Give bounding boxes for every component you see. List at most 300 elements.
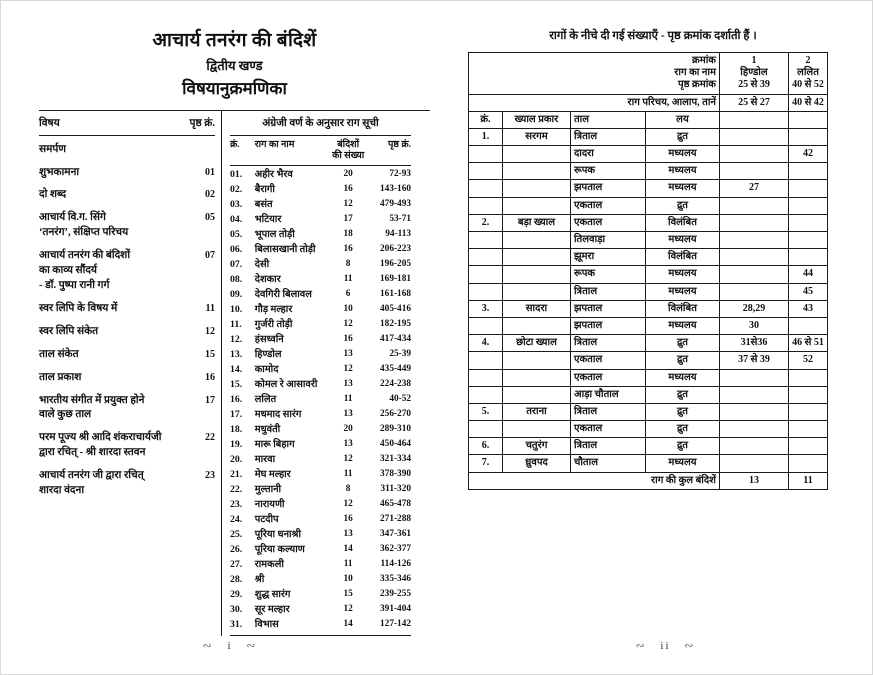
- raga-count: 12: [343, 453, 353, 464]
- raga-pages: 182-195: [380, 318, 412, 329]
- bandish-type: छोटा ख्याल: [502, 335, 570, 352]
- raga-name: मुल्तानी: [254, 483, 282, 495]
- toc-item[interactable]: [39, 166, 215, 181]
- bandish-sn: [468, 352, 502, 369]
- intro-row: [468, 94, 827, 111]
- raga-list-item[interactable]: [230, 575, 411, 585]
- raga-no: 02.: [230, 184, 243, 196]
- bandish-raga1-pages: [719, 421, 788, 438]
- raga-count: 14: [343, 618, 353, 629]
- raga-name: देवगिरी बिलावल: [254, 288, 312, 300]
- raga-no: 20.: [230, 453, 243, 465]
- raga-pages: 94-113: [385, 229, 412, 240]
- bandish-lay: द्रुत: [645, 421, 719, 438]
- raga-count: 16: [343, 184, 353, 195]
- table-row[interactable]: [468, 317, 827, 334]
- table-header-row: [468, 52, 827, 94]
- bandish-taal: झपताल: [570, 300, 645, 317]
- toc-item-page: 22: [205, 432, 215, 444]
- bandish-sn: [468, 249, 502, 266]
- raga-no: 03.: [230, 199, 243, 211]
- table-row[interactable]: [468, 146, 827, 163]
- raga-list-item[interactable]: [230, 515, 411, 525]
- toc-item-label: परम पूज्य श्री आदि शंकराचार्यजी द्वारा रचित् - श्री शारदा स्तवन: [39, 432, 162, 459]
- raga-list-item[interactable]: [230, 410, 411, 420]
- bandish-type: बड़ा ख्याल: [502, 214, 570, 231]
- raga-count: 11: [343, 393, 353, 404]
- table-row[interactable]: [468, 249, 827, 266]
- intro-row-value-1: 25 से 27: [719, 94, 788, 111]
- raga-list-item[interactable]: [230, 365, 411, 375]
- raga-no: 08.: [230, 273, 243, 285]
- bandish-sn: 7.: [468, 455, 502, 472]
- bandish-type: [502, 232, 570, 249]
- raga-name: भूपाल तोड़ी: [254, 229, 295, 241]
- bandish-raga1-pages: 37 से 39: [719, 352, 788, 369]
- raga-name: देशकार: [254, 273, 281, 285]
- raga-list-item[interactable]: [230, 335, 411, 345]
- bandish-raga2-pages: [788, 214, 827, 231]
- bandish-raga1-pages: [719, 283, 788, 300]
- bandish-raga1-pages: 27: [719, 180, 788, 197]
- table-row[interactable]: [468, 214, 827, 231]
- table-row[interactable]: [468, 128, 827, 145]
- raga-pages: 435-449: [380, 363, 412, 374]
- table-row[interactable]: [468, 386, 827, 403]
- raga-pages: 321-334: [380, 453, 412, 464]
- bandish-taal: आड़ा चौताल: [570, 386, 645, 403]
- bandish-taal: त्रिताल: [570, 128, 645, 145]
- table-row[interactable]: [468, 266, 827, 283]
- bandish-raga2-pages: [788, 386, 827, 403]
- toc-item[interactable]: [39, 143, 215, 158]
- raga-pages: 206-223: [380, 244, 412, 254]
- bandish-raga2-pages: 45: [788, 283, 827, 300]
- bandish-type: [502, 146, 570, 163]
- raga-list-item[interactable]: [230, 185, 411, 195]
- raga-no: 30.: [230, 603, 243, 615]
- raga-name: भटियार: [254, 214, 282, 226]
- toc-item[interactable]: [39, 469, 215, 499]
- raga-list-item[interactable]: [230, 530, 411, 540]
- left-page: [1, 1, 458, 674]
- table-row[interactable]: [468, 232, 827, 249]
- bandish-raga1-pages: [719, 249, 788, 266]
- raga-name: पूरिया कल्याण: [254, 543, 305, 555]
- bandish-sn: [468, 369, 502, 386]
- bandish-taal: रूपक: [570, 163, 645, 180]
- bandish-sn: [468, 421, 502, 438]
- raga-count: 16: [343, 333, 353, 344]
- bandish-lay: मध्यलय: [645, 317, 719, 334]
- toc-item[interactable]: [39, 302, 215, 317]
- toc-item[interactable]: [39, 394, 215, 424]
- bandish-type: [502, 317, 570, 334]
- bandish-taal: एकताल: [570, 214, 645, 231]
- raga-no: 19.: [230, 438, 243, 450]
- raga-name: विभास: [254, 618, 279, 630]
- header-stack-label: क्रमांक राग का नाम पृष्ठ क्रमांक: [468, 52, 719, 94]
- raga-count: 16: [343, 513, 353, 524]
- bandish-sn: [468, 283, 502, 300]
- raga-no: 29.: [230, 588, 243, 600]
- bandish-raga2-pages: 46 से 51: [788, 335, 827, 352]
- raga-pages: 311-320: [380, 483, 412, 494]
- bandish-raga1-pages: [719, 214, 788, 231]
- bandish-type: [502, 163, 570, 180]
- raga-count: 6: [345, 288, 351, 299]
- raga-no: 15.: [230, 378, 243, 390]
- raga-pages: 127-142: [380, 618, 412, 629]
- raga-pages: 335-346: [380, 573, 412, 584]
- raga-count: 12: [343, 498, 353, 509]
- table-row[interactable]: [468, 403, 827, 420]
- raga-list-item[interactable]: [230, 380, 411, 390]
- bandish-taal: एकताल: [570, 369, 645, 386]
- raga-list-item[interactable]: [230, 275, 411, 285]
- bandish-raga2-pages: 52: [788, 352, 827, 369]
- table-row[interactable]: [468, 369, 827, 386]
- raga-list-item[interactable]: [230, 605, 411, 615]
- page-title: आचार्य तनरंग की बंदिशें: [152, 30, 317, 51]
- raga-no: 13.: [230, 348, 243, 360]
- raga-name: बैरागी: [254, 184, 275, 196]
- left-page-folio: [1, 639, 459, 652]
- toc-item-list: [39, 136, 215, 499]
- bandish-sn: [468, 386, 502, 403]
- bandish-type: [502, 369, 570, 386]
- col-header-type: ख्याल प्रकार: [502, 111, 570, 128]
- raga-count: 11: [343, 468, 353, 479]
- raga-pages: 479-493: [380, 199, 412, 210]
- bandish-taal: चौताल: [570, 455, 645, 472]
- bandish-raga2-pages: [788, 455, 827, 472]
- bandish-raga1-pages: [719, 386, 788, 403]
- bandish-raga2-pages: [788, 232, 827, 249]
- raga-bandish-table: [468, 52, 828, 490]
- raga-no: 23.: [230, 498, 243, 510]
- bandish-raga1-pages: [719, 232, 788, 249]
- toc-item-page: 01: [205, 166, 215, 178]
- raga-list-item[interactable]: [230, 260, 411, 270]
- right-page-folio: [458, 639, 873, 652]
- raga-count: 16: [343, 244, 353, 254]
- right-page-caption: रागों के नीचे दी गई संख्याएँ - पृष्ठ क्रमांक दर्शाती हैं ।: [549, 30, 757, 42]
- raga-count: 10: [343, 303, 353, 314]
- raga-list-item[interactable]: [230, 230, 411, 240]
- toc-item[interactable]: [39, 325, 215, 340]
- table-row[interactable]: [468, 335, 827, 352]
- ornament-left-icon: ∾: [202, 640, 214, 652]
- totals-value-2: 11: [788, 472, 827, 489]
- raga-no: 11.: [230, 318, 242, 330]
- toc-item[interactable]: [39, 431, 215, 461]
- bandish-sn: [468, 232, 502, 249]
- raga-name: कोमल रे आसावरी: [254, 378, 318, 390]
- raga-name: देसी: [254, 258, 270, 270]
- bandish-raga1-pages: [719, 438, 788, 455]
- bandish-lay: मध्यलय: [645, 163, 719, 180]
- toc-item-page: 11: [205, 302, 215, 314]
- raga-name: मेघ मल्हार: [254, 468, 291, 480]
- raga-count: 12: [343, 363, 353, 374]
- col-header-taal: ताल: [570, 111, 645, 128]
- raga-list-item[interactable]: [230, 590, 411, 600]
- table-row[interactable]: [468, 421, 827, 438]
- bandish-sn: 4.: [468, 335, 502, 352]
- toc-item-page: 23: [205, 470, 215, 482]
- raga-no: 17.: [230, 408, 243, 420]
- bandish-type: ध्रुवपद: [502, 455, 570, 472]
- raga-pages: 40-52: [389, 393, 412, 404]
- bandish-raga1-pages: 30: [719, 317, 788, 334]
- raga-count: 13: [343, 438, 353, 449]
- bandish-raga2-pages: [788, 128, 827, 145]
- raga-list-item[interactable]: [230, 440, 411, 450]
- bandish-lay: द्रुत: [645, 438, 719, 455]
- bandish-sn: 1.: [468, 128, 502, 145]
- raga-list-item[interactable]: [230, 170, 411, 180]
- raga-list-item[interactable]: [230, 470, 411, 480]
- bandish-lay: मध्यलय: [645, 455, 719, 472]
- toc-item-label: शुभकामना: [39, 166, 80, 178]
- bandish-raga1-pages: 28,29: [719, 300, 788, 317]
- bandish-lay: मध्यलय: [645, 369, 719, 386]
- left-page-title-block: [39, 29, 430, 100]
- raga-name: मारू बिहाग: [254, 438, 295, 450]
- raga-pages: 143-160: [380, 184, 412, 195]
- raga-no: 07.: [230, 258, 243, 270]
- raga-no: 14.: [230, 363, 243, 375]
- bandish-lay: मध्यलय: [645, 232, 719, 249]
- raga-count: 12: [343, 318, 353, 329]
- raga-row-list: [230, 166, 411, 629]
- raga-pages: 114-126: [380, 558, 412, 569]
- raga-count: 13: [343, 408, 353, 419]
- bandish-sn: [468, 180, 502, 197]
- bandish-type: [502, 421, 570, 438]
- bandish-type: चतुरंग: [502, 438, 570, 455]
- bandish-raga1-pages: [719, 128, 788, 145]
- bandish-raga2-pages: 44: [788, 266, 827, 283]
- bandish-lay: मध्यलय: [645, 146, 719, 163]
- raga-no: 25.: [230, 528, 243, 540]
- two-page-spread: [1, 1, 872, 674]
- toc-item-label: स्वर लिपि के विषय में: [39, 302, 118, 314]
- bandish-raga2-pages: [788, 369, 827, 386]
- raga-count: 15: [343, 588, 353, 599]
- volume-subtitle: द्वितीय खण्ड: [206, 57, 263, 73]
- bandish-raga2-pages: [788, 438, 827, 455]
- toc-item[interactable]: [39, 348, 215, 363]
- bandish-raga1-pages: [719, 455, 788, 472]
- bandish-raga1-pages: [719, 146, 788, 163]
- intro-row-value-2: 40 से 42: [788, 94, 827, 111]
- bandish-type: सादरा: [502, 300, 570, 317]
- raga-name: सूर मल्हार: [254, 603, 290, 615]
- raga-pages: 72-93: [389, 169, 412, 180]
- bandish-lay: मध्यलय: [645, 283, 719, 300]
- col-header-sn: क्रं.: [468, 111, 502, 128]
- table-row[interactable]: [468, 197, 827, 214]
- bandish-raga1-pages: [719, 266, 788, 283]
- table-row[interactable]: [468, 455, 827, 472]
- raga-list-item[interactable]: [230, 545, 411, 555]
- raga-count: 8: [345, 258, 351, 269]
- toc-item-page: 05: [205, 212, 215, 224]
- raga-pages: 391-404: [380, 603, 412, 614]
- bandish-lay: द्रुत: [645, 403, 719, 420]
- raga-no: 05.: [230, 229, 243, 241]
- raga-list-item[interactable]: [230, 560, 411, 570]
- bandish-raga2-pages: 43: [788, 300, 827, 317]
- folio-number: i: [227, 640, 233, 652]
- table-row[interactable]: [468, 352, 827, 369]
- bandish-type: [502, 266, 570, 283]
- raga-pages: 271-288: [380, 513, 412, 524]
- toc-item-page: 15: [205, 348, 215, 360]
- bandish-lay: द्रुत: [645, 128, 719, 145]
- raga-list-item[interactable]: [230, 245, 411, 255]
- raga-list-item[interactable]: [230, 620, 411, 630]
- ornament-right-icon: ∾: [684, 640, 696, 652]
- raga-name: कामोद: [254, 363, 279, 375]
- raga-count: 18: [343, 229, 353, 240]
- raga-list-item[interactable]: [230, 305, 411, 315]
- toc-header-subject: विषय: [39, 117, 60, 129]
- raga-list-item[interactable]: [230, 500, 411, 510]
- raga-list-item[interactable]: [230, 200, 411, 210]
- raga-list-item[interactable]: [230, 320, 411, 330]
- raga-name: ललित: [254, 393, 277, 405]
- raga-list-bottom-rule: [230, 635, 411, 636]
- toc-item-label: आचार्य तनरंग की बंदिशों का काव्य सौंदर्य - डॉ. पुष्पा रानी गर्ग: [39, 250, 131, 292]
- raga-list-item[interactable]: [230, 425, 411, 435]
- raga-pages: 25-39: [389, 348, 412, 359]
- raga-name: श्री: [254, 573, 265, 585]
- toc-item[interactable]: [39, 211, 215, 241]
- bandish-taal: रूपक: [570, 266, 645, 283]
- raga-name: हंसध्वनि: [254, 333, 284, 345]
- raga-no: 09.: [230, 288, 243, 300]
- toc-item-label: आचार्य तनरंग जी द्वारा रचित् शारदा वंदना: [39, 470, 144, 497]
- raga-name: पूरिया धनाश्री: [254, 528, 302, 540]
- raga-name: गौड़ मल्हार: [254, 303, 293, 315]
- raga-list-item[interactable]: [230, 350, 411, 360]
- toc-item[interactable]: [39, 371, 215, 386]
- toc-item-label: ताल संकेत: [39, 348, 79, 360]
- raga-pages: 224-238: [380, 378, 412, 389]
- toc-item-label: समर्पण: [39, 143, 66, 155]
- table-row[interactable]: [468, 283, 827, 300]
- raga-count: 13: [343, 348, 353, 359]
- raga-list-item[interactable]: [230, 485, 411, 495]
- raga-no: 04.: [230, 214, 243, 226]
- toc-column: [39, 111, 221, 636]
- bandish-taal: एकताल: [570, 352, 645, 369]
- raga-pages: 169-181: [380, 273, 412, 284]
- raga-header-no: क्रं.: [230, 139, 240, 150]
- bandish-sn: 6.: [468, 438, 502, 455]
- raga-name: मधमाद सारंग: [254, 408, 302, 420]
- raga-header-2: 2 ललित 40 से 52: [788, 52, 827, 94]
- bandish-raga1-pages: [719, 163, 788, 180]
- table-row[interactable]: [468, 180, 827, 197]
- raga-no: 28.: [230, 573, 243, 585]
- bandish-raga1-pages: 31से36: [719, 335, 788, 352]
- toc-item[interactable]: [39, 188, 215, 203]
- bandish-sn: 3.: [468, 300, 502, 317]
- bandish-sn: [468, 197, 502, 214]
- bandish-sn: [468, 163, 502, 180]
- raga-pages: 289-310: [380, 423, 412, 434]
- bandish-taal: झपताल: [570, 180, 645, 197]
- bandish-type: [502, 386, 570, 403]
- bandish-raga2-pages: [788, 403, 827, 420]
- raga-no: 01.: [230, 169, 243, 181]
- toc-item-label: दो शब्द: [39, 189, 67, 201]
- table-row[interactable]: [468, 300, 827, 317]
- bandish-lay: द्रुत: [645, 386, 719, 403]
- table-row[interactable]: [468, 438, 827, 455]
- raga-list-item[interactable]: [230, 455, 411, 465]
- raga-name: मधुवंती: [254, 423, 281, 435]
- raga-pages: 465-478: [380, 498, 412, 509]
- bandish-raga2-pages: [788, 317, 827, 334]
- raga-list-item[interactable]: [230, 290, 411, 300]
- bandish-taal: दादरा: [570, 146, 645, 163]
- bandish-taal: एकताल: [570, 421, 645, 438]
- bandish-lay: विलंबित: [645, 214, 719, 231]
- bandish-lay: मध्यलय: [645, 266, 719, 283]
- raga-name: बसंत: [254, 199, 273, 211]
- raga-count: 13: [343, 378, 353, 389]
- raga-name: शुद्ध सारंग: [254, 588, 291, 600]
- raga-list-item[interactable]: [230, 395, 411, 405]
- bandish-raga2-pages: 42: [788, 146, 827, 163]
- bandish-taal: त्रिताल: [570, 335, 645, 352]
- raga-header-count: बंदिशों की संख्या: [332, 139, 365, 161]
- raga-pages: 405-416: [380, 303, 412, 314]
- raga-pages: 196-205: [380, 258, 412, 269]
- bandish-sn: [468, 317, 502, 334]
- toc-item[interactable]: [39, 249, 215, 294]
- bandish-lay: द्रुत: [645, 352, 719, 369]
- bandish-sn: [468, 146, 502, 163]
- bandish-type: [502, 180, 570, 197]
- raga-name: बिलासखानी तोड़ी: [254, 244, 316, 255]
- bandish-type: सरगम: [502, 128, 570, 145]
- raga-no: 24.: [230, 513, 243, 525]
- bandish-taal: त्रिताल: [570, 403, 645, 420]
- bandish-type: [502, 352, 570, 369]
- right-page: [458, 1, 872, 674]
- bandish-sn: 2.: [468, 214, 502, 231]
- table-row[interactable]: [468, 163, 827, 180]
- bandish-raga1-pages: [719, 369, 788, 386]
- raga-count: 10: [343, 573, 353, 584]
- bandish-type: [502, 197, 570, 214]
- intro-row-label: राग परिचय, आलाप, तानें: [468, 94, 719, 111]
- bandish-taal: झूमरा: [570, 249, 645, 266]
- toc-item-label: आचार्य वि.ग. सिंगे ‘तनरंग’, संक्षिप्त परिचय: [39, 212, 129, 239]
- raga-no: 21.: [230, 468, 243, 480]
- totals-value-1: 13: [719, 472, 788, 489]
- bandish-lay: विलंबित: [645, 249, 719, 266]
- totals-row: [468, 472, 827, 489]
- toc-and-raga-list: [39, 110, 430, 636]
- raga-list-item[interactable]: [230, 215, 411, 225]
